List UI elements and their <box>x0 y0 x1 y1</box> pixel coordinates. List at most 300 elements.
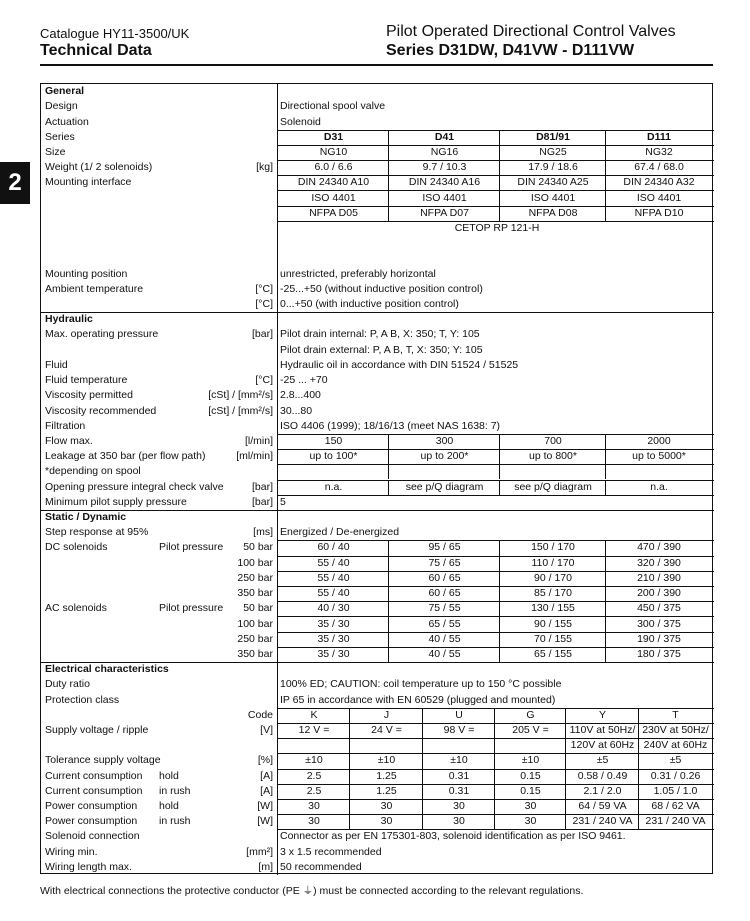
cell-divider <box>388 130 389 145</box>
cell-value: 2000 <box>647 434 671 447</box>
cell-divider <box>499 145 500 160</box>
cell-divider <box>499 616 500 631</box>
technical-data-table <box>40 83 713 874</box>
cell-divider <box>494 769 495 784</box>
cell-divider <box>565 723 566 738</box>
cell-value: 200 / 390 <box>637 587 681 600</box>
cell-value: 30 <box>524 800 537 813</box>
cell-divider <box>565 814 566 829</box>
cell-value: Y <box>598 708 606 721</box>
row-unit: [m] <box>258 860 273 873</box>
row-unit: [ml/min] <box>236 450 273 463</box>
cell-divider <box>499 449 500 464</box>
row-label: Weight (1/ 2 solenoids) <box>45 161 153 174</box>
cell-value: 30 <box>308 800 320 813</box>
cell-divider <box>388 556 389 571</box>
row-unit: [cSt] / [mm²/s] <box>208 404 273 417</box>
cell-value: 2.1 / 2.0 <box>583 784 622 797</box>
cell-value: J <box>383 708 390 721</box>
cell-value: 1.25 <box>376 769 397 782</box>
cell-divider <box>605 464 606 479</box>
row-label: Supply voltage / ripple <box>45 723 149 736</box>
cell-divider <box>565 708 566 723</box>
cell-value: NG10 <box>319 145 348 158</box>
cell-value: 110 / 170 <box>531 556 575 569</box>
row-value: Hydraulic oil in accordance with DIN 51524 / 51525 <box>280 358 519 371</box>
cell-divider <box>499 434 500 449</box>
cell-value: 12 V = <box>298 723 330 736</box>
row-label: Viscosity permitted <box>45 389 133 402</box>
row-label: DC solenoids <box>45 541 108 554</box>
cell-value: 35 / 30 <box>317 647 350 660</box>
cell-divider <box>494 738 495 753</box>
cell-divider <box>499 160 500 175</box>
row-sublabel: in rush <box>159 784 191 797</box>
cell-divider <box>605 130 606 145</box>
cell-value: D31 <box>323 130 344 143</box>
cell-rule <box>277 464 714 465</box>
cell-value: 6.0 / 6.6 <box>314 161 353 174</box>
cell-value: 40 / 55 <box>428 647 461 660</box>
cell-value: NFPA D08 <box>528 206 578 219</box>
row-label: *depending on spool <box>45 465 141 478</box>
cell-value: 700 <box>544 434 562 447</box>
cell-divider <box>499 206 500 221</box>
cell-divider <box>638 738 639 753</box>
cell-divider <box>565 738 566 753</box>
cell-divider <box>388 145 389 160</box>
cell-value: 110V at 50Hz/ <box>569 723 636 736</box>
cell-divider <box>494 814 495 829</box>
cell-divider <box>605 145 606 160</box>
cell-value: 67.4 / 68.0 <box>634 161 684 174</box>
cell-divider <box>565 753 566 768</box>
row-value: 3 x 1.5 recommended <box>280 845 382 858</box>
cell-divider <box>638 814 639 829</box>
cell-divider <box>422 723 423 738</box>
cell-value: n.a. <box>324 480 343 493</box>
header-rule <box>40 64 713 66</box>
cell-divider <box>388 434 389 449</box>
cell-value: 120V at 60Hz <box>570 739 635 752</box>
cell-divider <box>422 799 423 814</box>
cell-value: 470 / 390 <box>637 541 681 554</box>
cell-value: 9.7 / 10.3 <box>422 161 467 174</box>
cell-value: 17.9 / 18.6 <box>528 161 578 174</box>
cell-value: 90 / 170 <box>534 571 572 584</box>
cell-divider <box>388 586 389 601</box>
cell-value: ±10 <box>305 754 323 767</box>
technical-data-title: Technical Data <box>40 42 152 59</box>
row-unit: 100 bar <box>237 617 273 630</box>
cell-divider <box>605 190 606 205</box>
cell-value: 1.05 / 1.0 <box>653 784 698 797</box>
product-title: Pilot Operated Directional Control Valves <box>386 23 676 40</box>
row-unit: [°C] <box>255 282 273 295</box>
cell-divider <box>388 480 389 495</box>
cell-value: 35 / 30 <box>317 632 350 645</box>
row-value: unrestricted, preferably horizontal <box>280 267 436 280</box>
cell-divider <box>388 175 389 190</box>
row-sublabel: hold <box>159 769 179 782</box>
row-sublabel: Pilot pressure <box>159 602 224 615</box>
cell-value: 0.58 / 0.49 <box>577 769 628 782</box>
cell-value: 320 / 390 <box>637 556 681 569</box>
cell-divider <box>388 616 389 631</box>
cell-value: 130 / 155 <box>531 602 575 615</box>
cell-divider <box>494 753 495 768</box>
cell-value: NG25 <box>539 145 567 158</box>
cell-divider <box>605 616 606 631</box>
cell-value: 0.15 <box>520 784 541 797</box>
cell-value: 30 <box>380 800 393 813</box>
cell-divider <box>349 723 350 738</box>
row-value: ISO 4406 (1999); 18/16/13 (meet NAS 1638: 7) <box>280 419 501 432</box>
row-unit: 350 bar <box>237 647 273 660</box>
cell-value: 2.5 <box>306 784 322 797</box>
cell-divider <box>605 571 606 586</box>
cell-divider <box>388 540 389 555</box>
cell-value: ±5 <box>669 754 682 767</box>
row-label: Solenoid connection <box>45 830 140 843</box>
row-unit: 50 bar <box>243 541 273 554</box>
cell-value: 60 / 40 <box>317 541 350 554</box>
row-label: Current consumption <box>45 769 143 782</box>
cell-value: DIN 24340 A25 <box>517 176 589 189</box>
cell-value: ISO 4401 <box>530 191 576 204</box>
cell-value: 98 V = <box>443 723 475 736</box>
cell-divider <box>605 586 606 601</box>
cell-divider <box>499 647 500 662</box>
cell-value: 450 / 375 <box>637 602 681 615</box>
cell-value: 55 / 40 <box>317 556 350 569</box>
section-title: Hydraulic <box>45 313 93 326</box>
cell-value: see p/Q diagram <box>514 480 592 493</box>
row-label: Opening pressure integral check valve <box>45 480 224 493</box>
row-label: Mounting interface <box>45 176 132 189</box>
row-sublabel: Pilot pressure <box>159 541 224 554</box>
cell-divider <box>638 708 639 723</box>
cell-divider <box>349 738 350 753</box>
row-unit: [%] <box>257 754 273 767</box>
cell-value: NFPA D07 <box>420 206 469 219</box>
cell-value: ISO 4401 <box>311 191 356 204</box>
cell-divider <box>605 434 606 449</box>
row-label: Protection class <box>45 693 120 706</box>
cell-divider <box>499 601 500 616</box>
cell-value: ±10 <box>450 754 468 767</box>
row-unit: [cSt] / [mm²/s] <box>208 389 273 402</box>
row-label: Current consumption <box>45 784 143 797</box>
cell-value: 95 / 65 <box>428 541 461 554</box>
cell-divider <box>565 799 566 814</box>
row-label: AC solenoids <box>45 602 107 615</box>
row-unit: [W] <box>257 800 273 813</box>
row-label: Step response at 95% <box>45 526 149 539</box>
row-label: Power consumption <box>45 800 138 813</box>
row-unit: Code <box>247 708 273 721</box>
cell-divider <box>388 449 389 464</box>
row-sublabel: hold <box>159 800 179 813</box>
row-value: -25...+50 (without inductive position control) <box>280 282 483 295</box>
cell-value: 40 / 55 <box>428 632 461 645</box>
cell-value: up to 200* <box>420 450 469 463</box>
cell-divider <box>605 601 606 616</box>
cell-divider <box>638 723 639 738</box>
cell-value: NFPA D10 <box>634 206 684 219</box>
cell-value: 75 / 65 <box>428 556 461 569</box>
row-value: Directional spool valve <box>280 100 386 113</box>
cell-divider <box>638 799 639 814</box>
row-value: 5 <box>280 495 286 508</box>
cell-divider <box>605 556 606 571</box>
cell-divider <box>638 784 639 799</box>
row-unit: [°C] <box>255 374 273 387</box>
cell-value: up to 5000* <box>632 450 686 463</box>
cell-value: 75 / 55 <box>428 602 461 615</box>
cell-value: G <box>526 708 535 721</box>
cell-divider <box>422 784 423 799</box>
row-unit: 350 bar <box>237 587 273 600</box>
section-title: Static / Dynamic <box>45 511 127 524</box>
row-value: 30...80 <box>280 404 313 417</box>
cell-value: 85 / 170 <box>534 587 572 600</box>
row-value-centered: CETOP RP 121-H <box>454 222 540 234</box>
row-unit: [V] <box>260 723 273 736</box>
section-title: Electrical characteristics <box>45 663 169 676</box>
cell-divider <box>638 769 639 784</box>
cell-divider <box>388 160 389 175</box>
cell-divider <box>499 632 500 647</box>
cell-value: 40 / 30 <box>317 602 350 615</box>
row-unit: 50 bar <box>243 602 273 615</box>
cell-divider <box>605 160 606 175</box>
row-label: Power consumption <box>45 815 138 828</box>
row-label: Leakage at 350 bar (per flow path) <box>45 450 206 463</box>
cell-divider <box>349 769 350 784</box>
cell-divider <box>494 784 495 799</box>
row-unit: [bar] <box>251 328 273 341</box>
row-unit: [°C] <box>255 298 273 311</box>
cell-value: ±10 <box>377 754 396 767</box>
cell-divider <box>499 540 500 555</box>
row-value: -25 ... +70 <box>280 374 328 387</box>
row-unit: 250 bar <box>237 571 273 584</box>
cell-value: DIN 24340 A32 <box>623 176 695 189</box>
cell-value: 30 <box>380 815 393 828</box>
row-value: Solenoid <box>280 115 321 128</box>
row-label: Max. operating pressure <box>45 328 159 341</box>
cell-divider <box>605 632 606 647</box>
cell-value: 205 V = <box>512 723 549 736</box>
cell-value: NG32 <box>645 145 673 158</box>
row-unit: [A] <box>260 769 273 782</box>
row-label: Filtration <box>45 419 86 432</box>
cell-divider <box>499 175 500 190</box>
cell-value: 30 <box>453 815 465 828</box>
row-label: Tolerance supply voltage <box>45 754 161 767</box>
cell-value: 230V at 50Hz/ <box>642 723 709 736</box>
cell-value: 180 / 375 <box>637 647 681 660</box>
cell-value: DIN 24340 A16 <box>408 176 481 189</box>
cell-divider <box>388 190 389 205</box>
cell-value: 0.31 <box>448 769 470 782</box>
cell-value: 90 / 155 <box>534 617 572 630</box>
row-label: Wiring length max. <box>45 860 132 873</box>
cell-value: ISO 4401 <box>422 191 467 204</box>
row-unit: [bar] <box>251 480 273 493</box>
row-value: 0...+50 (with inductive position control) <box>280 298 459 311</box>
row-unit: [bar] <box>251 495 273 508</box>
cell-divider <box>388 464 389 479</box>
cell-value: 65 / 155 <box>534 647 572 660</box>
cell-divider <box>349 799 350 814</box>
cell-value: 30 <box>308 815 320 828</box>
row-value: 2.8...400 <box>280 389 321 402</box>
cell-divider <box>349 784 350 799</box>
cell-divider <box>422 753 423 768</box>
row-value: 50 recommended <box>280 860 362 873</box>
cell-value: 150 / 170 <box>531 541 575 554</box>
cell-value: D41 <box>434 130 455 143</box>
series-title: Series D31DW, D41VW - D111VW <box>386 42 635 59</box>
cell-divider <box>499 480 500 495</box>
row-unit: [A] <box>260 784 273 797</box>
section-rule <box>41 312 714 313</box>
cell-divider <box>422 738 423 753</box>
row-unit: [kg] <box>256 161 273 174</box>
cell-value: D81/91 <box>536 130 570 143</box>
cell-divider <box>494 799 495 814</box>
row-value: 100% ED; CAUTION: coil temperature up to 150 °C possible <box>280 678 562 691</box>
cell-value: 30 <box>524 815 537 828</box>
cell-value: NFPA D05 <box>309 206 358 219</box>
cell-value: 210 / 390 <box>637 571 681 584</box>
cell-divider <box>605 449 606 464</box>
cell-value: up to 800* <box>529 450 577 463</box>
cell-value: 55 / 40 <box>317 587 350 600</box>
cell-divider <box>605 480 606 495</box>
row-label: Fluid <box>45 358 68 371</box>
cell-value: ±5 <box>596 754 609 767</box>
row-label: Ambient temperature <box>45 282 144 295</box>
cell-value: K <box>310 708 318 721</box>
row-value: IP 65 in accordance with EN 60529 (plugged and mounted) <box>280 693 556 706</box>
cell-value: 65 / 55 <box>428 617 461 630</box>
cell-value: ISO 4401 <box>636 191 682 204</box>
cell-divider <box>638 753 639 768</box>
cell-divider <box>494 723 495 738</box>
row-label: Flow max. <box>45 434 93 447</box>
cell-divider <box>422 769 423 784</box>
cell-divider <box>349 708 350 723</box>
row-label: Fluid temperature <box>45 374 128 387</box>
cell-divider <box>422 708 423 723</box>
section-title: General <box>45 85 85 98</box>
cell-divider <box>499 556 500 571</box>
cell-value: 240V at 60Hz <box>643 739 708 752</box>
cell-value: T <box>672 708 679 721</box>
cell-divider <box>499 571 500 586</box>
cell-divider <box>605 540 606 555</box>
cell-value: up to 100* <box>309 450 358 463</box>
cell-value: 0.31 <box>448 784 470 797</box>
cell-value: 190 / 375 <box>637 632 681 645</box>
row-unit: 100 bar <box>237 556 273 569</box>
catalogue-number: Catalogue HY11-3500/UK <box>40 26 190 41</box>
cell-value: 60 / 65 <box>428 571 461 584</box>
cell-value: 64 / 59 VA <box>578 800 627 813</box>
row-label: Actuation <box>45 115 89 128</box>
cell-value: 2.5 <box>306 769 322 782</box>
cell-value: 60 / 65 <box>428 587 461 600</box>
cell-divider <box>605 175 606 190</box>
row-unit: [ms] <box>253 526 273 539</box>
row-label: Minimum pilot supply pressure <box>45 495 187 508</box>
cell-value: see p/Q diagram <box>405 480 484 493</box>
cell-rule <box>277 495 714 496</box>
row-value: Pilot drain internal: P, A B, X: 350; T, Y: 105 <box>280 328 480 341</box>
footer-note: With electrical connections the protective conductor (PE ⏚) must be connected according to the relevant regulations. <box>40 885 584 897</box>
cell-value: 150 <box>324 434 343 447</box>
cell-value: ±10 <box>521 754 540 767</box>
cell-value: 70 / 155 <box>534 632 572 645</box>
cell-divider <box>499 586 500 601</box>
row-unit: [W] <box>257 815 273 828</box>
cell-divider <box>499 130 500 145</box>
cell-divider <box>605 206 606 221</box>
cell-value: 1.25 <box>376 784 397 797</box>
cell-value: n.a. <box>650 480 668 493</box>
cell-value: 0.15 <box>520 769 541 782</box>
cell-value: U <box>455 708 463 721</box>
cell-value: 0.31 / 0.26 <box>650 769 701 782</box>
row-unit: 250 bar <box>237 632 273 645</box>
cell-value: 30 <box>453 800 465 813</box>
cell-divider <box>605 647 606 662</box>
row-label: Series <box>45 130 75 143</box>
section-tab: 2 <box>0 162 30 204</box>
row-unit: [l/min] <box>244 434 273 447</box>
cell-value: D111 <box>647 130 671 143</box>
cell-divider <box>388 632 389 647</box>
row-value: Connector as per EN 175301-803, solenoid identification as per ISO 9461. <box>280 830 626 843</box>
cell-value: 68 / 62 VA <box>651 800 700 813</box>
row-sublabel: in rush <box>159 815 191 828</box>
row-label: Design <box>45 100 78 113</box>
row-label: Size <box>45 145 66 158</box>
cell-divider <box>499 464 500 479</box>
cell-divider <box>565 784 566 799</box>
row-value: Pilot drain external: P, A B, T, X: 350; Y: 105 <box>280 343 483 356</box>
section-rule <box>41 510 714 511</box>
cell-value: 300 <box>435 434 454 447</box>
row-label: Wiring min. <box>45 845 98 858</box>
cell-divider <box>388 647 389 662</box>
cell-divider <box>349 814 350 829</box>
row-label: Duty ratio <box>45 678 90 691</box>
row-unit: [mm²] <box>246 845 273 858</box>
cell-divider <box>499 190 500 205</box>
cell-divider <box>422 814 423 829</box>
row-value: Energized / De-energized <box>280 526 400 539</box>
cell-value: 231 / 240 VA <box>645 815 706 828</box>
row-label: Viscosity recommended <box>45 404 157 417</box>
cell-value: DIN 24340 A10 <box>297 176 370 189</box>
cell-value: 35 / 30 <box>317 617 350 630</box>
cell-divider <box>388 571 389 586</box>
cell-value: 300 / 375 <box>637 617 681 630</box>
